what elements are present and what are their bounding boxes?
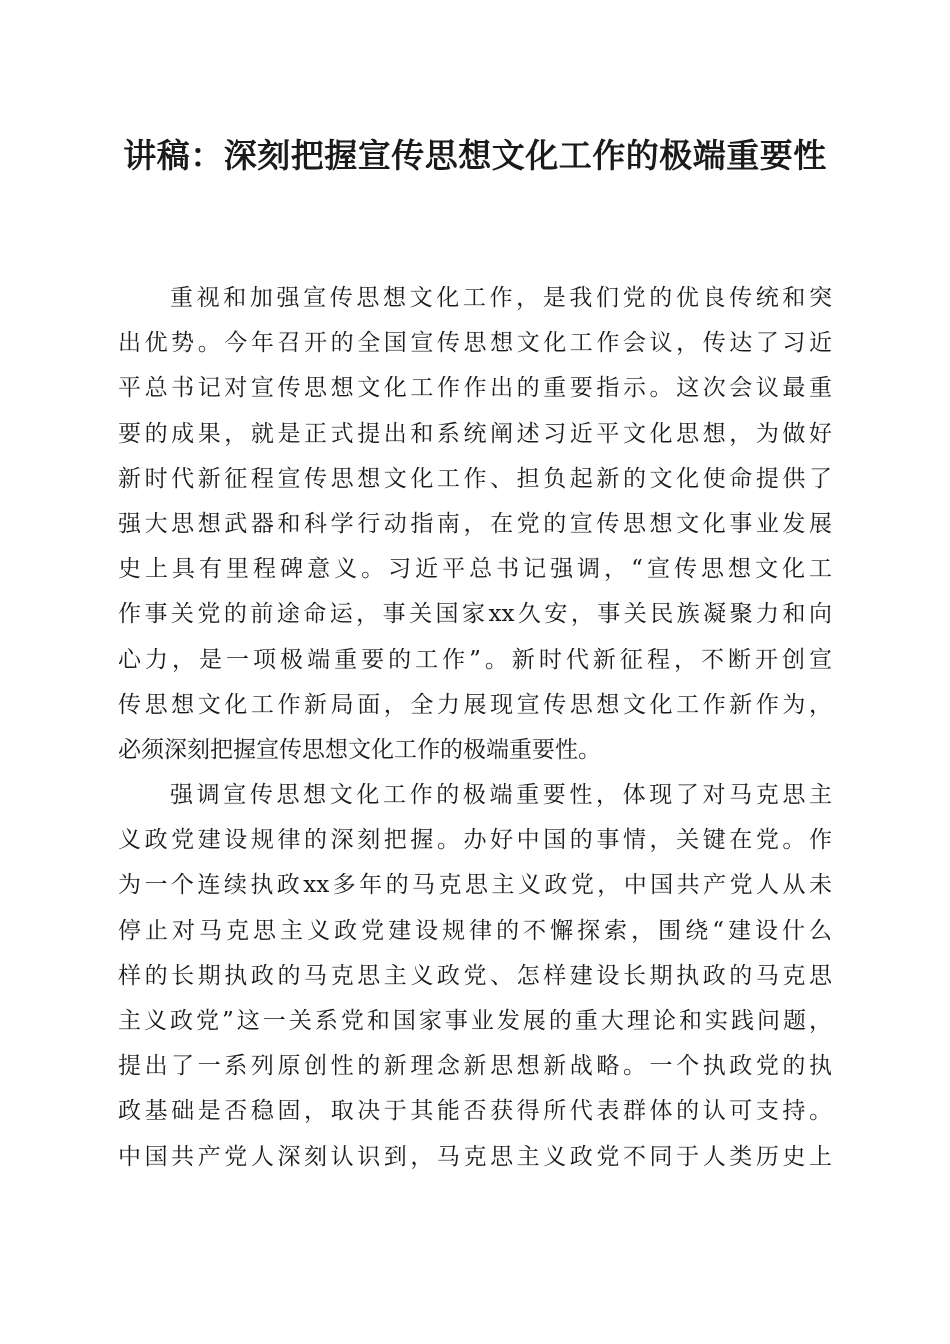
paragraph-1-line: 作事关党的前途命运，事关国家xx久安，事关民族凝聚力和向 bbox=[118, 601, 832, 628]
paragraph-2-line: 提出了一系列原创性的新理念新思想新战略。一个执政党的执 bbox=[118, 1053, 832, 1080]
paragraph-1-line: 史上具有里程碑意义。习近平总书记强调，“宣传思想文化工 bbox=[118, 556, 832, 583]
paragraph-2-line: 中国共产党人深刻认识到，马克思主义政党不同于人类历史上 bbox=[118, 1143, 832, 1170]
document-body bbox=[118, 276, 832, 1180]
paragraph-1-line: 出优势。今年召开的全国宣传思想文化工作会议，传达了习近 bbox=[118, 330, 832, 357]
paragraph-1-line: 心力，是一项极端重要的工作”。新时代新征程，不断开创宣 bbox=[118, 646, 832, 673]
paragraph-2-line: 停止对马克思主义政党建设规律的不懈探索，围绕“建设什么 bbox=[118, 917, 832, 944]
paragraph-1-line: 必须深刻把握宣传思想文化工作的极端重要性。 bbox=[118, 736, 601, 763]
paragraph-2-line: 样的长期执政的马克思主义政党、怎样建设长期执政的马克思 bbox=[118, 962, 832, 989]
paragraph-2-line: 为一个连续执政xx多年的马克思主义政党，中国共产党人从未 bbox=[118, 872, 832, 899]
paragraph-1-line: 平总书记对宣传思想文化工作作出的重要指示。这次会议最重 bbox=[118, 375, 832, 402]
paragraph-1-line: 传思想文化工作新局面，全力展现宣传思想文化工作新作为， bbox=[118, 691, 832, 718]
paragraph-1-line: 重视和加强宣传思想文化工作，是我们党的优良传统和突 bbox=[170, 285, 832, 311]
paragraph-2-line: 义政党建设规律的深刻把握。办好中国的事情，关键在党。作 bbox=[118, 827, 832, 854]
paragraph-1-line: 强大思想武器和科学行动指南，在党的宣传思想文化事业发展 bbox=[118, 510, 832, 537]
paragraph-1-line: 要的成果，就是正式提出和系统阐述习近平文化思想，为做好 bbox=[118, 420, 832, 447]
paragraph-2-line: 政基础是否稳固，取决于其能否获得所代表群体的认可支持。 bbox=[118, 1098, 832, 1125]
document-title: 讲稿：深刻把握宣传思想文化工作的极端重要性 bbox=[123, 136, 827, 175]
paragraph-1-line: 新时代新征程宣传思想文化工作、担负起新的文化使命提供了 bbox=[118, 465, 832, 492]
paragraph-2-line: 主义政党”这一关系党和国家事业发展的重大理论和实践问题， bbox=[118, 1008, 832, 1034]
paragraph-2-line: 强调宣传思想文化工作的极端重要性，体现了对马克思主 bbox=[170, 782, 832, 809]
